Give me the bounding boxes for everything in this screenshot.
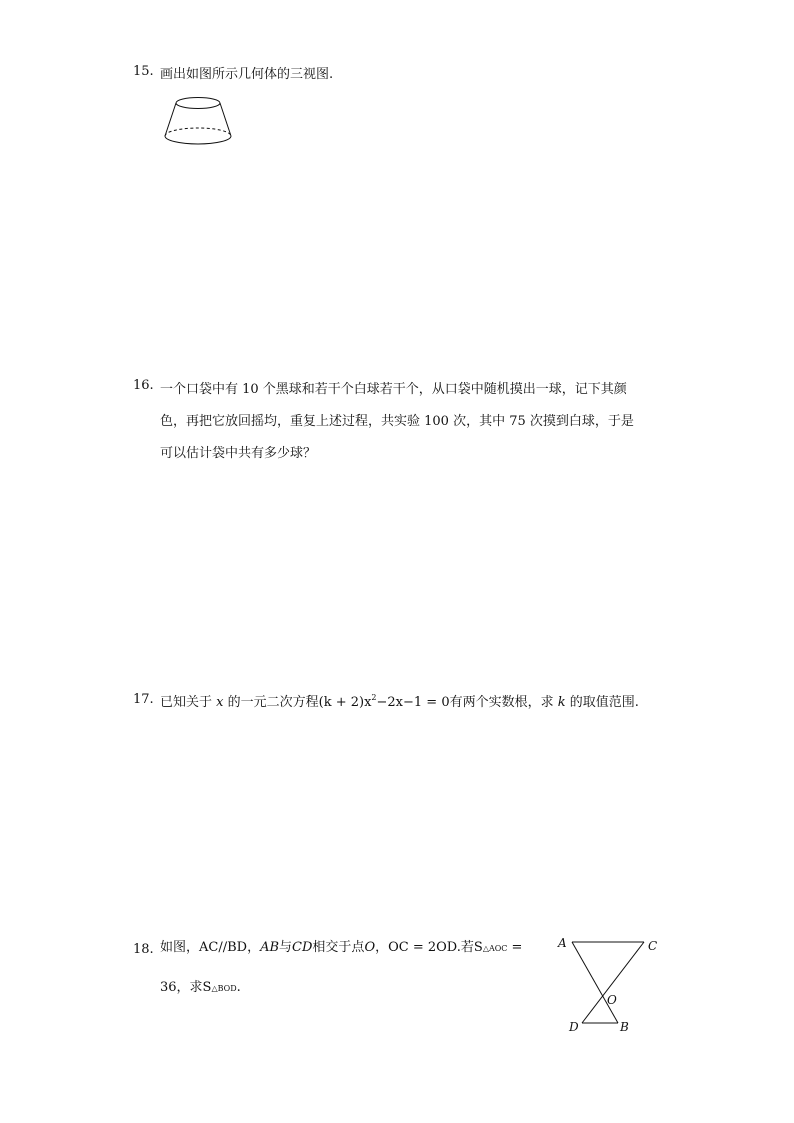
frustum-bottom-back-dashed — [165, 128, 231, 136]
label-c: C — [648, 939, 658, 953]
label-d: D — [569, 1020, 579, 1034]
frustum-top-ellipse — [176, 98, 220, 109]
question-number: 15. — [133, 64, 154, 79]
question-text: 如图，AC//BD，AB与CD相交于点O，OC = 2OD.若S△AOC = 36，求S△BOD. — [160, 940, 523, 995]
exponent: 2 — [371, 693, 377, 702]
label-o: O — [607, 993, 617, 1007]
frustum-bottom-front — [165, 136, 231, 144]
triangle-figure — [552, 932, 664, 1036]
variable-x: x — [216, 695, 224, 710]
label-b: B — [620, 1020, 629, 1034]
segment-cd — [582, 942, 644, 1023]
question-text: 画出如图所示几何体的三视图. — [160, 67, 334, 82]
question-text: 一个口袋中有 10 个黑球和若干个白球若干个，从口袋中随机摸出一球，记下其颜 色，再把它放回摇均，重复上述过程，共实验 100 次，其中 75 次摸到白球，于是 可以估计袋中共有多少球？ — [160, 382, 634, 461]
label-a: A — [558, 936, 567, 950]
question-text: 已知关于 x 的一元二次方程$(k + 2)x^2-2x-1 = 0$有两个实数根，求 k 的取值范围. — [160, 693, 639, 710]
question-number: 18. — [133, 942, 154, 957]
question-number: 16. — [133, 378, 154, 393]
question-number: 17. — [133, 692, 154, 707]
segment-ab — [572, 942, 618, 1023]
frustum-figure — [158, 94, 238, 152]
variable-k: k — [557, 695, 566, 710]
